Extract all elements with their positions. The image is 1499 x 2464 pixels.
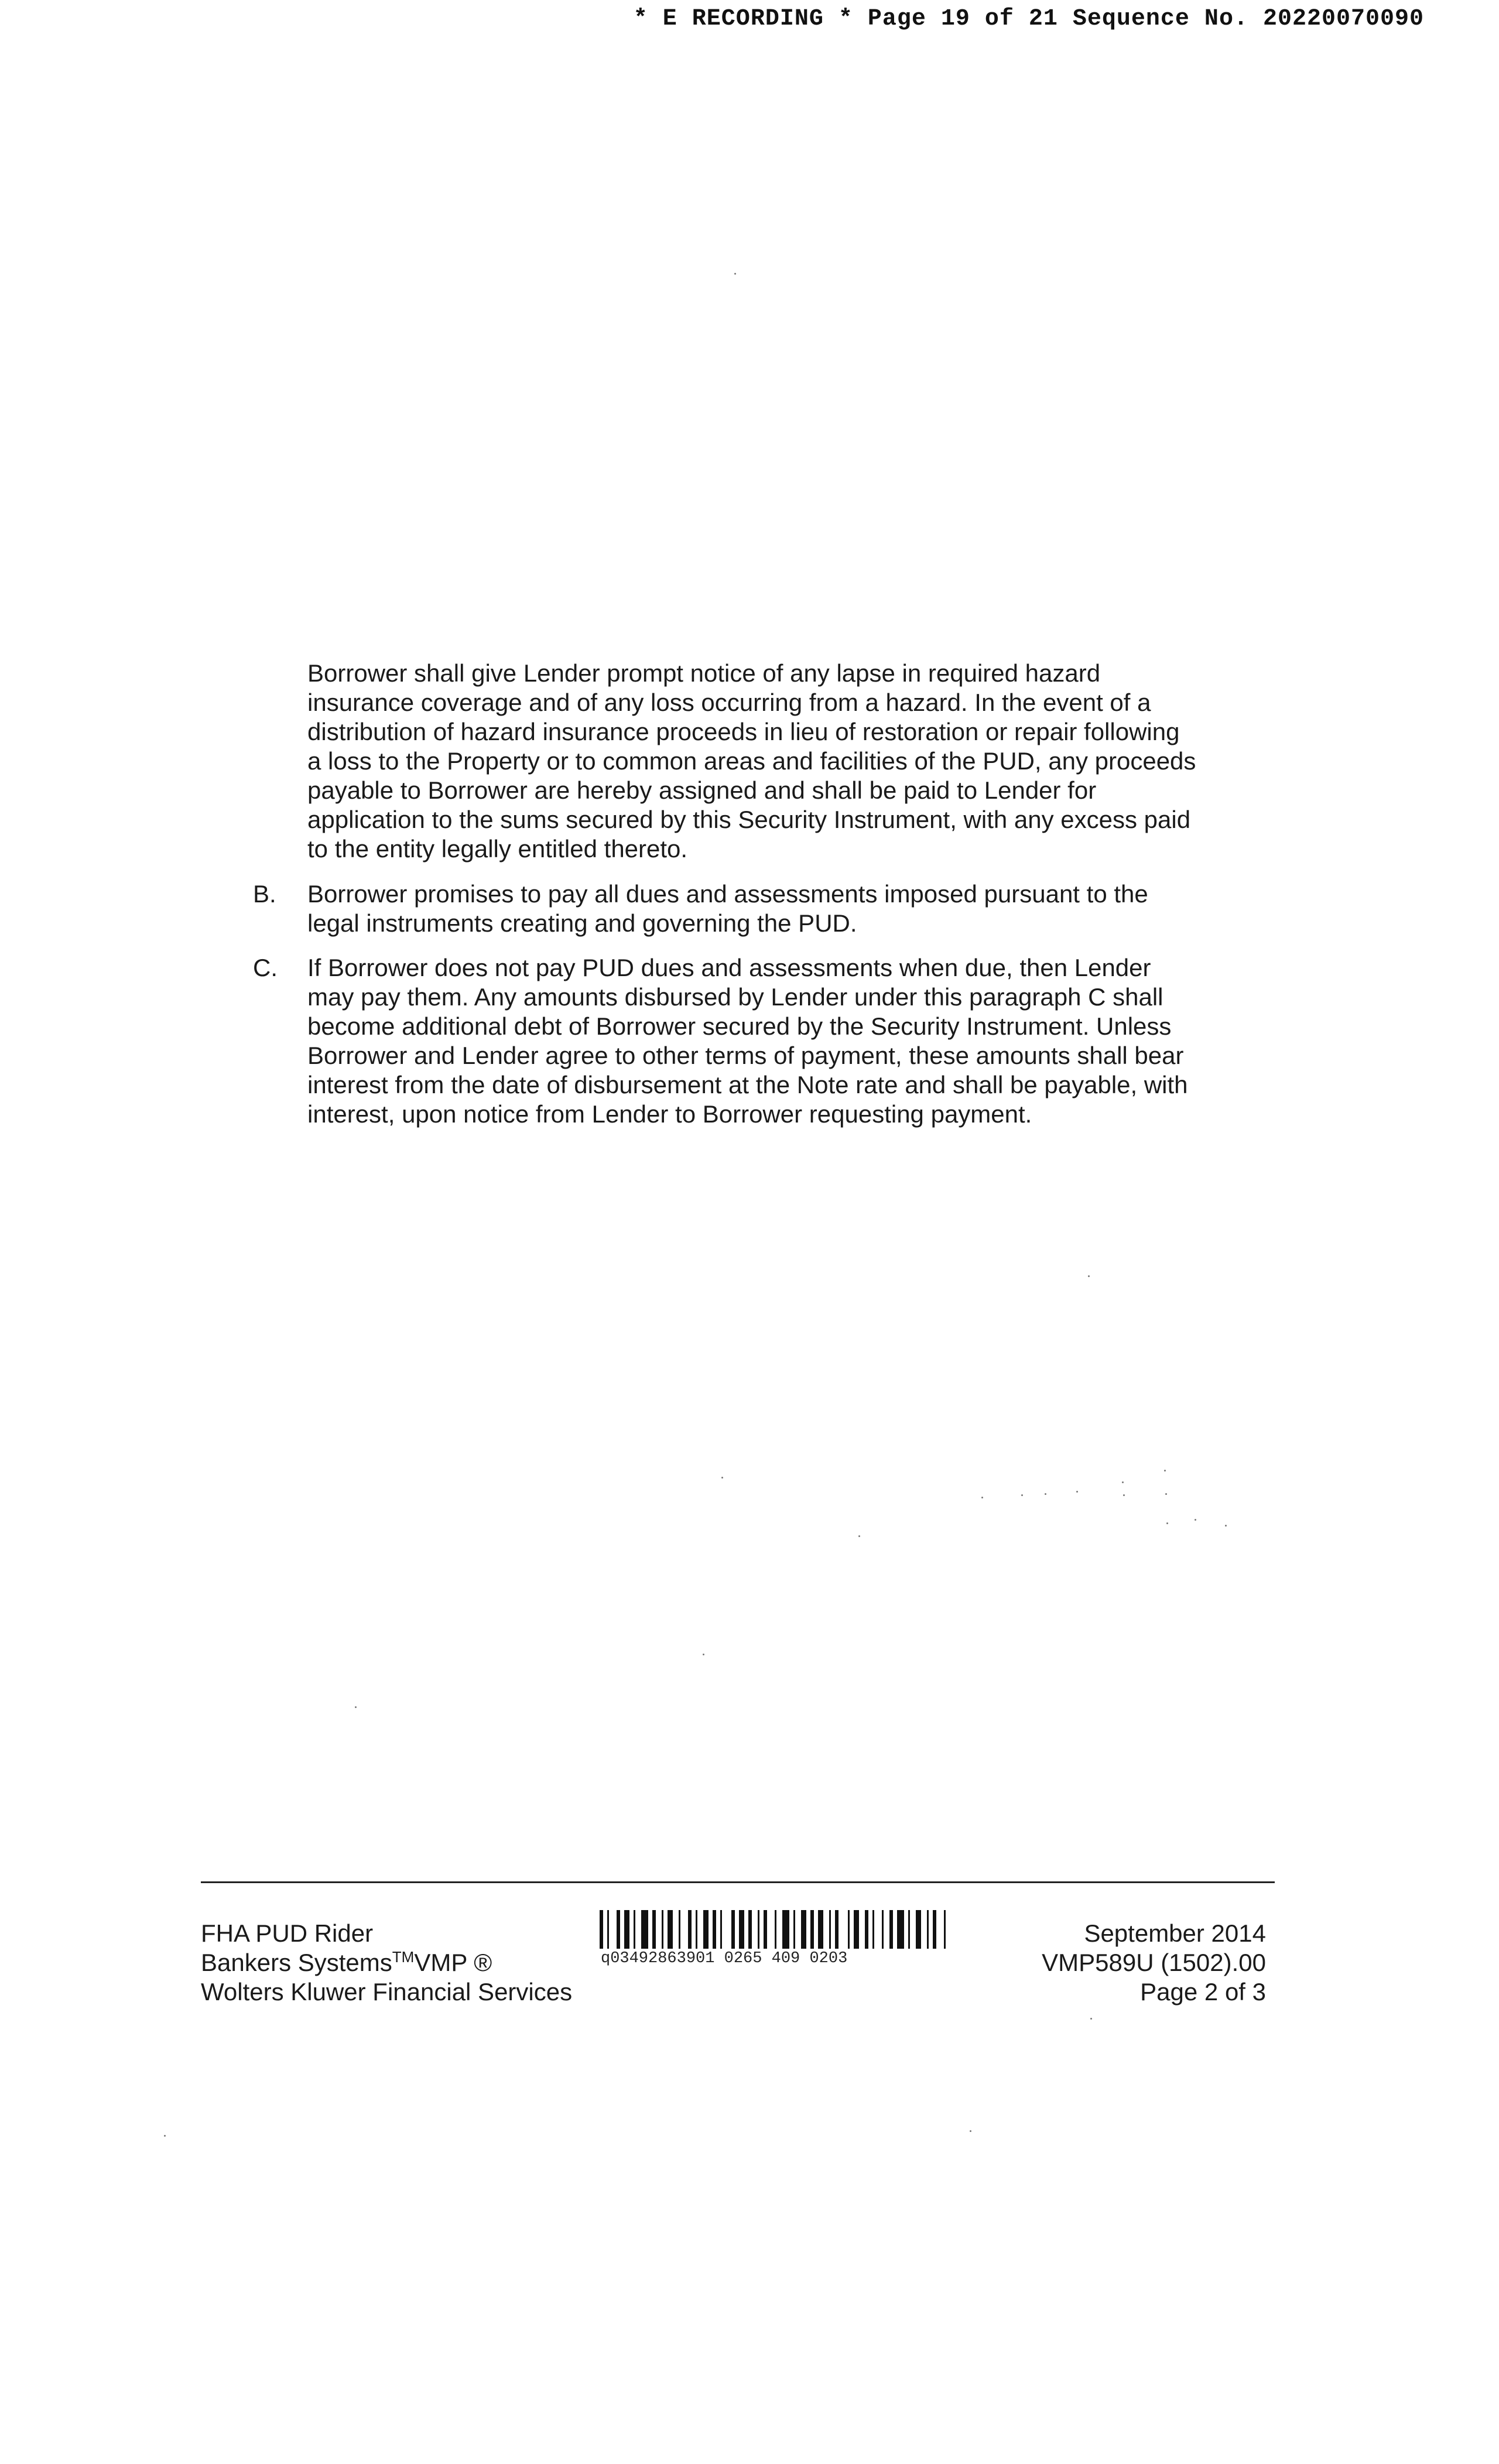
recording-stamp: * E RECORDING * Page 19 of 21 Sequence No. 20220070090 [633,6,1424,32]
publisher-company: Wolters Kluwer Financial Services [201,1978,573,2006]
speck [1088,1275,1090,1277]
speck [858,1535,860,1537]
speck [1021,1494,1023,1496]
form-title: FHA PUD Rider [201,1919,374,1947]
speck [1165,1493,1167,1495]
clause-letter: B. [253,880,276,908]
clause-text: If Borrower does not pay PUD dues and assessments when due, then Lender may pay them. Any amounts disbursed by Lender under this paragraph C shall become additional debt of Borrower secured by the Security Instrument. Unless Borrower and Lender agree to other terms of payment, these amounts shall bear interest from the date of disbursement at the Note rate and shall be payable, with interest, upon notice from Lender to Borrower requesting payment. [307,954,1188,1128]
barcode-icon [600,1910,1021,1949]
trademark-mark: TM [392,1948,415,1966]
form-date: September 2014 [1084,1919,1266,1947]
speck [1164,1470,1166,1471]
speck [703,1654,704,1655]
footer-form-info [201,1919,572,2007]
speck [164,2135,166,2137]
footer-form-version [1042,1919,1266,2007]
speck [1090,2018,1092,2020]
page-indicator: Page 2 of 3 [1140,1978,1266,2006]
speck [970,2130,971,2132]
speck [1076,1491,1078,1493]
speck [1045,1493,1046,1495]
speck [734,273,736,275]
speck [721,1477,723,1479]
speck [1122,1481,1124,1483]
speck [355,1706,357,1708]
footer-divider [201,1881,1275,1883]
document-barcode [600,1910,1021,1974]
speck [1123,1494,1125,1496]
form-number: VMP589U (1502).00 [1042,1949,1266,1976]
barcode-number: q03492863901 0265 409 0203 [601,1950,848,1967]
publisher-line: Bankers Systems™VMP ® [201,1948,492,1976]
speck [1195,1519,1196,1521]
speck [1225,1525,1227,1527]
clause-letter: C. [253,954,278,981]
speck [1166,1522,1168,1524]
speck [981,1497,983,1498]
hazard-insurance-paragraph: Borrower shall give Lender prompt notice of any lapse in required hazard insurance coverage and of any loss occurring from a hazard. In the event of a distribution of hazard insurance proceeds in lieu of restoration or repair following a loss to the Property or to common areas and facilities of the PUD, any proceeds payable to Borrower are hereby assigned and shall be paid to Lender for application to the sums secured by this Security Instrument, with any excess paid to the entity legally entitled thereto. [307,659,1196,863]
clause-text: Borrower promises to pay all dues and assessments imposed pursuant to the legal instruments creating and governing the PUD. [307,880,1148,937]
